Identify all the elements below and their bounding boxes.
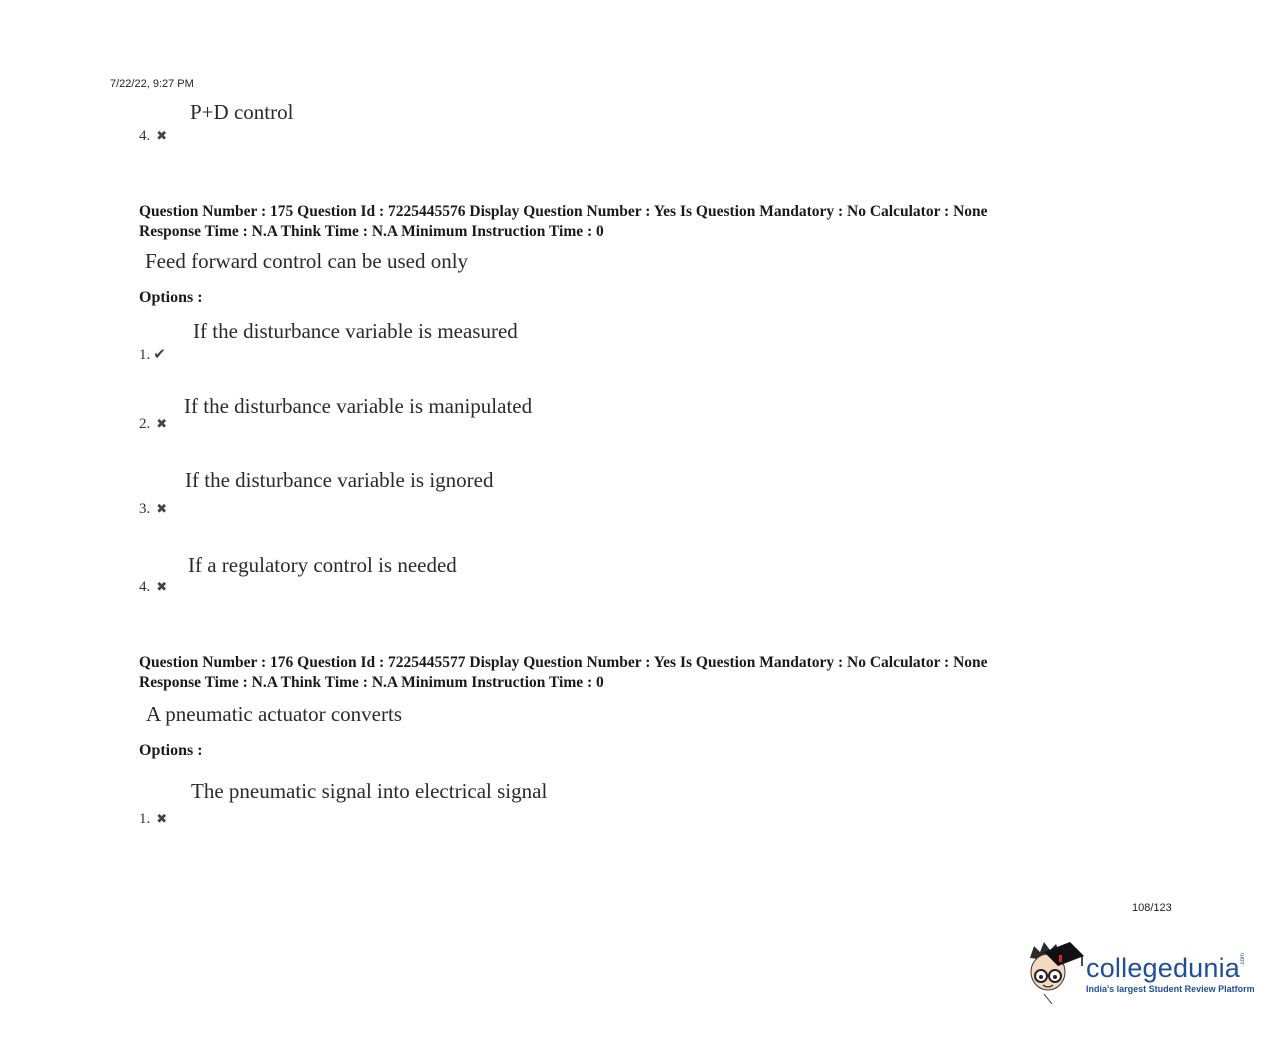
- option-text: If the disturbance variable is measured: [193, 319, 518, 343]
- question-meta-line2: Response Time : N.A Think Time : N.A Minimum Instruction Time : 0: [139, 222, 604, 240]
- cross-icon: ✖: [156, 129, 168, 144]
- collegedunia-logo: [1022, 938, 1258, 1010]
- option-number: 2. ✖: [139, 416, 168, 432]
- option-text: P+D control: [190, 100, 294, 124]
- logo-suffix: .com: [1240, 952, 1247, 966]
- print-timestamp: 7/22/22, 9:27 PM: [110, 78, 194, 90]
- options-label: Options :: [139, 289, 203, 306]
- logo-tagline: India's largest Student Review Platform: [1086, 983, 1255, 994]
- page-number: 108/123: [1132, 902, 1172, 914]
- question-meta: [139, 653, 988, 692]
- check-icon: ✔: [153, 345, 166, 363]
- question-meta: [139, 202, 988, 241]
- mascot-icon: [1022, 938, 1084, 1008]
- cross-icon: ✖: [156, 502, 168, 517]
- option-text: If the disturbance variable is manipulated: [184, 394, 533, 418]
- question-text: A pneumatic actuator converts: [146, 702, 402, 726]
- question-meta-line1: Question Number : 176 Question Id : 7225445577 Display Question Number : Yes Is Question Mandatory : No Calculator : None: [139, 654, 988, 671]
- option-number: 4. ✖: [139, 579, 168, 595]
- logo-title: collegedunia: [1086, 952, 1241, 983]
- question-text: Feed forward control can be used only: [145, 249, 469, 273]
- option-text: The pneumatic signal into electrical signal: [191, 779, 548, 803]
- question-meta-line2: Response Time : N.A Think Time : N.A Minimum Instruction Time : 0: [139, 673, 604, 691]
- option-number: 4. ✖: [139, 128, 168, 144]
- option-text: If a regulatory control is needed: [188, 553, 457, 577]
- option-number: 1. ✖: [139, 811, 168, 827]
- cross-icon: ✖: [156, 812, 168, 827]
- cross-icon: ✖: [156, 580, 168, 595]
- question-meta-line1: Question Number : 175 Question Id : 7225445576 Display Question Number : Yes Is Question Mandatory : No Calculator : None: [139, 203, 988, 220]
- cross-icon: ✖: [156, 417, 168, 432]
- option-number: 3. ✖: [139, 501, 168, 517]
- options-label: Options :: [139, 742, 203, 759]
- option-number: 1. ✔: [139, 345, 166, 363]
- option-text: If the disturbance variable is ignored: [185, 468, 494, 492]
